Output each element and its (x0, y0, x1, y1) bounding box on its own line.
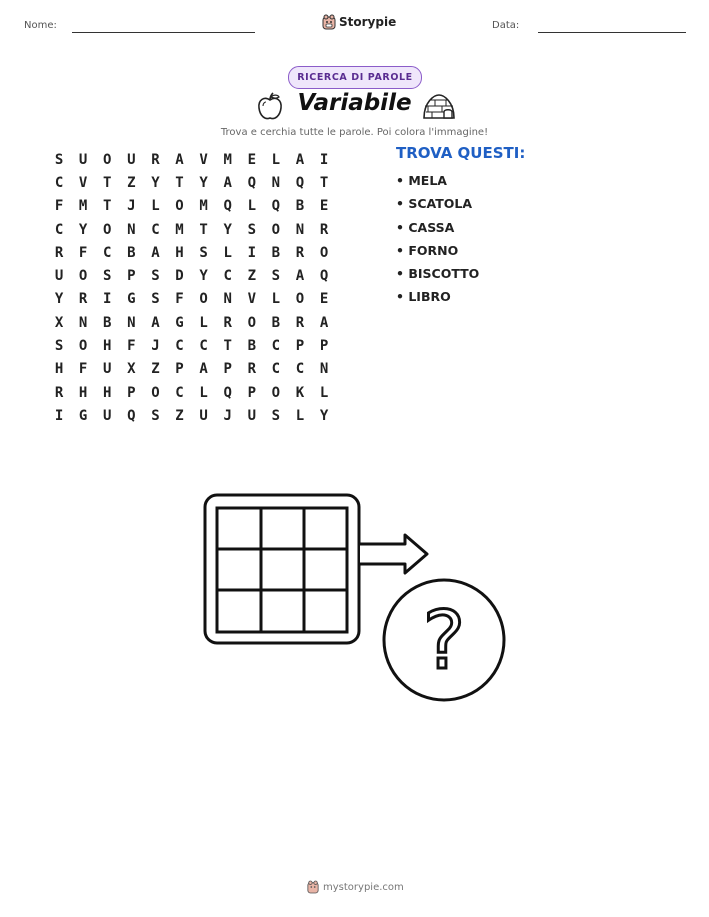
grid-cell[interactable]: P (127, 384, 136, 401)
grid-cell[interactable]: C (271, 338, 281, 355)
grid-cell[interactable]: L (271, 151, 281, 168)
mascot-icon (307, 880, 319, 894)
grid-cell[interactable]: A (319, 314, 329, 331)
grid-cell[interactable]: H (103, 338, 112, 355)
footer (307, 880, 404, 894)
grid-cell[interactable]: O (295, 291, 305, 308)
grid-row (47, 218, 336, 241)
grid-cell[interactable]: A (151, 244, 160, 261)
grid-cell[interactable]: O (199, 291, 208, 308)
grid-cell[interactable]: S (151, 268, 160, 285)
grid-row (47, 264, 336, 287)
grid-cell[interactable]: D (175, 268, 184, 285)
grid-row (47, 288, 336, 311)
grid-cell[interactable]: L (271, 291, 281, 308)
name-line (72, 32, 255, 33)
grid-cell[interactable]: Z (151, 361, 160, 378)
grid-cell[interactable]: O (175, 198, 184, 215)
grid-cell[interactable]: C (175, 384, 184, 401)
grid-cell[interactable]: M (223, 151, 232, 168)
grid-cell[interactable]: T (319, 174, 329, 191)
grid-cell[interactable]: A (175, 151, 184, 168)
grid-cell[interactable]: U (247, 407, 257, 424)
grid-cell[interactable]: G (78, 407, 88, 424)
grid-cell[interactable]: Y (151, 174, 160, 191)
grid-cell[interactable]: S (151, 291, 160, 308)
grid-cell[interactable]: B (295, 198, 305, 215)
grid-cell[interactable]: P (247, 384, 257, 401)
grid-cell[interactable]: A (295, 151, 305, 168)
grid-cell[interactable]: Y (78, 221, 88, 238)
grid-cell[interactable]: X (54, 314, 64, 331)
grid-cell[interactable]: Z (127, 174, 136, 191)
grid-cell[interactable]: Y (199, 268, 208, 285)
grid-cell[interactable]: F (78, 361, 88, 378)
grid-cell[interactable]: N (295, 221, 305, 238)
grid-cell[interactable]: R (247, 361, 257, 378)
grid-cell[interactable]: E (319, 291, 329, 308)
grid-cell[interactable]: R (151, 151, 160, 168)
grid-cell[interactable]: O (78, 268, 88, 285)
grid-cell[interactable]: H (103, 384, 112, 401)
grid-cell[interactable]: F (175, 291, 184, 308)
grid-cell[interactable]: O (151, 384, 160, 401)
page-title: Variabile (297, 90, 412, 116)
grid-cell[interactable]: P (319, 338, 329, 355)
grid-cell[interactable]: T (223, 338, 232, 355)
grid-cell[interactable]: M (175, 221, 184, 238)
grid-cell[interactable]: K (295, 384, 305, 401)
grid-cell[interactable]: F (127, 338, 136, 355)
grid-cell[interactable]: Q (295, 174, 305, 191)
grid-cell[interactable]: N (127, 221, 136, 238)
grid-cell[interactable]: T (103, 174, 112, 191)
brand-name: Storypie (339, 15, 397, 29)
grid-cell[interactable]: Z (175, 407, 184, 424)
grid-cell[interactable]: S (103, 268, 112, 285)
grid-cell[interactable]: T (199, 221, 208, 238)
grid-cell[interactable]: I (54, 407, 64, 424)
grid-cell[interactable]: C (175, 338, 184, 355)
grid-cell[interactable]: A (223, 174, 232, 191)
grid-cell[interactable]: L (151, 198, 160, 215)
word-list-item: • BISCOTTO (396, 266, 480, 282)
grid-cell[interactable]: E (319, 198, 329, 215)
grid-cell[interactable]: L (247, 198, 257, 215)
word-list-title: TROVA QUESTI: (396, 144, 526, 162)
grid-cell[interactable]: Q (223, 198, 232, 215)
grid-cell[interactable]: A (199, 361, 208, 378)
grid-cell[interactable]: Q (271, 198, 281, 215)
grid-cell[interactable]: O (103, 151, 112, 168)
grid-cell[interactable]: Q (319, 268, 329, 285)
grid-cell[interactable]: S (271, 407, 281, 424)
grid-cell[interactable]: U (54, 268, 64, 285)
grid-cell[interactable]: O (271, 384, 281, 401)
grid-cell[interactable]: L (295, 407, 305, 424)
grid-cell[interactable]: R (78, 291, 88, 308)
grid-cell[interactable]: L (319, 384, 329, 401)
grid-cell[interactable]: Y (199, 174, 208, 191)
title-row (0, 90, 709, 124)
grid-cell[interactable]: O (78, 338, 88, 355)
footer-url[interactable]: mystorypie.com (323, 881, 404, 893)
grid-cell[interactable]: B (103, 314, 112, 331)
grid-cell[interactable]: U (103, 361, 112, 378)
grid-cell[interactable]: H (175, 244, 184, 261)
grid-cell[interactable]: T (175, 174, 184, 191)
grid-cell[interactable]: S (199, 244, 208, 261)
igloo-icon (422, 92, 456, 120)
grid-cell[interactable]: O (247, 314, 257, 331)
grid-cell[interactable]: M (78, 198, 88, 215)
grid-cell[interactable]: A (295, 268, 305, 285)
grid-cell[interactable]: S (271, 268, 281, 285)
grid-cell[interactable]: N (78, 314, 88, 331)
grid-cell[interactable]: I (319, 151, 329, 168)
grid-row (47, 404, 336, 427)
grid-cell[interactable]: B (127, 244, 136, 261)
grid-cell[interactable]: A (151, 314, 160, 331)
grid-cell[interactable]: I (103, 291, 112, 308)
word-list-item: • MELA (396, 173, 447, 188)
mascot-icon (322, 14, 336, 30)
grid-cell[interactable]: B (247, 338, 257, 355)
grid-cell[interactable]: M (199, 198, 208, 215)
brand-logo (322, 14, 396, 30)
word-search-grid[interactable] (47, 148, 336, 428)
grid-cell[interactable]: N (271, 174, 281, 191)
word-list-item: • SCATOLA (396, 196, 473, 212)
grid-cell[interactable]: C (199, 338, 208, 355)
grid-cell[interactable]: S (247, 221, 257, 238)
instructions: Trova e cerchia tutte le parole. Poi colora l'immagine! (220, 127, 489, 138)
grid-cell[interactable]: S (54, 338, 64, 355)
grid-cell[interactable]: O (271, 221, 281, 238)
grid-cell[interactable]: R (295, 244, 305, 261)
grid-cell[interactable]: B (271, 244, 281, 261)
grid-cell[interactable]: Y (54, 291, 64, 308)
grid-cell[interactable]: Y (319, 407, 329, 424)
grid-cell[interactable]: H (78, 384, 88, 401)
grid-cell[interactable]: F (54, 198, 64, 215)
grid-row (47, 195, 336, 218)
grid-cell[interactable]: I (247, 244, 257, 261)
grid-cell[interactable]: L (199, 314, 208, 331)
grid-cell[interactable]: L (223, 244, 232, 261)
grid-cell[interactable]: U (103, 407, 112, 424)
grid-cell[interactable]: U (199, 407, 208, 424)
grid-cell[interactable]: V (78, 174, 88, 191)
grid-cell[interactable]: C (295, 361, 305, 378)
grid-cell[interactable]: V (199, 151, 208, 168)
grid-cell[interactable]: P (223, 361, 232, 378)
grid-cell[interactable]: S (151, 407, 160, 424)
grid-cell[interactable]: C (151, 221, 160, 238)
grid-cell[interactable]: N (319, 361, 329, 378)
grid-cell[interactable]: J (223, 407, 232, 424)
grid-cell[interactable]: C (54, 221, 64, 238)
question-mark: ? (422, 594, 466, 687)
grid-cell[interactable]: J (127, 198, 136, 215)
grid-cell[interactable]: R (54, 244, 64, 261)
grid-cell[interactable]: R (295, 314, 305, 331)
date-line (538, 32, 686, 33)
grid-cell[interactable]: Q (223, 384, 232, 401)
grid-cell[interactable]: G (127, 291, 136, 308)
grid-cell[interactable]: L (199, 384, 208, 401)
grid-cell[interactable]: C (223, 268, 232, 285)
word-list-item: • CASSA (396, 219, 455, 235)
grid-cell[interactable]: H (54, 361, 64, 378)
grid-row (47, 171, 336, 194)
grid-cell[interactable]: J (151, 338, 160, 355)
grid-cell[interactable]: Q (127, 407, 136, 424)
grid-cell[interactable]: F (78, 244, 88, 261)
grid-cell[interactable]: C (103, 244, 112, 261)
date-label: Data: (492, 20, 520, 31)
grid-cell[interactable]: G (175, 314, 184, 331)
grid-cell[interactable]: P (295, 338, 305, 355)
grid-cell[interactable]: R (319, 221, 329, 238)
grid-row (47, 148, 336, 171)
grid-cell[interactable]: U (127, 151, 136, 168)
grid-cell[interactable]: R (54, 384, 64, 401)
grid-row (47, 311, 336, 334)
grid-cell[interactable]: C (271, 361, 281, 378)
grid-cell[interactable]: U (78, 151, 88, 168)
grid-cell[interactable]: T (103, 198, 112, 215)
grid-cell[interactable]: E (247, 151, 257, 168)
word-list-item: • LIBRO (396, 289, 451, 305)
grid-cell[interactable]: N (223, 291, 232, 308)
grid-cell[interactable]: Z (247, 268, 257, 285)
grid-row (47, 241, 336, 264)
grid-cell[interactable]: O (103, 221, 112, 238)
grid-cell[interactable]: N (127, 314, 136, 331)
grid-cell[interactable]: B (271, 314, 281, 331)
grid-cell[interactable]: R (223, 314, 232, 331)
grid-cell[interactable]: P (127, 268, 136, 285)
name-label: Nome: (24, 20, 57, 31)
grid-cell[interactable]: X (127, 361, 136, 378)
grid-to-question-icon[interactable] (200, 490, 510, 705)
grid-cell[interactable]: V (247, 291, 257, 308)
grid-cell[interactable]: Q (247, 174, 257, 191)
grid-row (47, 381, 336, 404)
grid-cell[interactable]: C (54, 174, 64, 191)
grid-cell[interactable]: Y (223, 221, 232, 238)
grid-row (47, 358, 336, 381)
word-list-item: • FORNO (396, 242, 459, 258)
grid-cell[interactable]: O (319, 244, 329, 261)
grid-row (47, 334, 336, 357)
word-list (396, 172, 479, 312)
grid-cell[interactable]: S (54, 151, 64, 168)
grid-cell[interactable]: P (175, 361, 184, 378)
category-badge: RICERCA DI PAROLE (288, 66, 422, 89)
